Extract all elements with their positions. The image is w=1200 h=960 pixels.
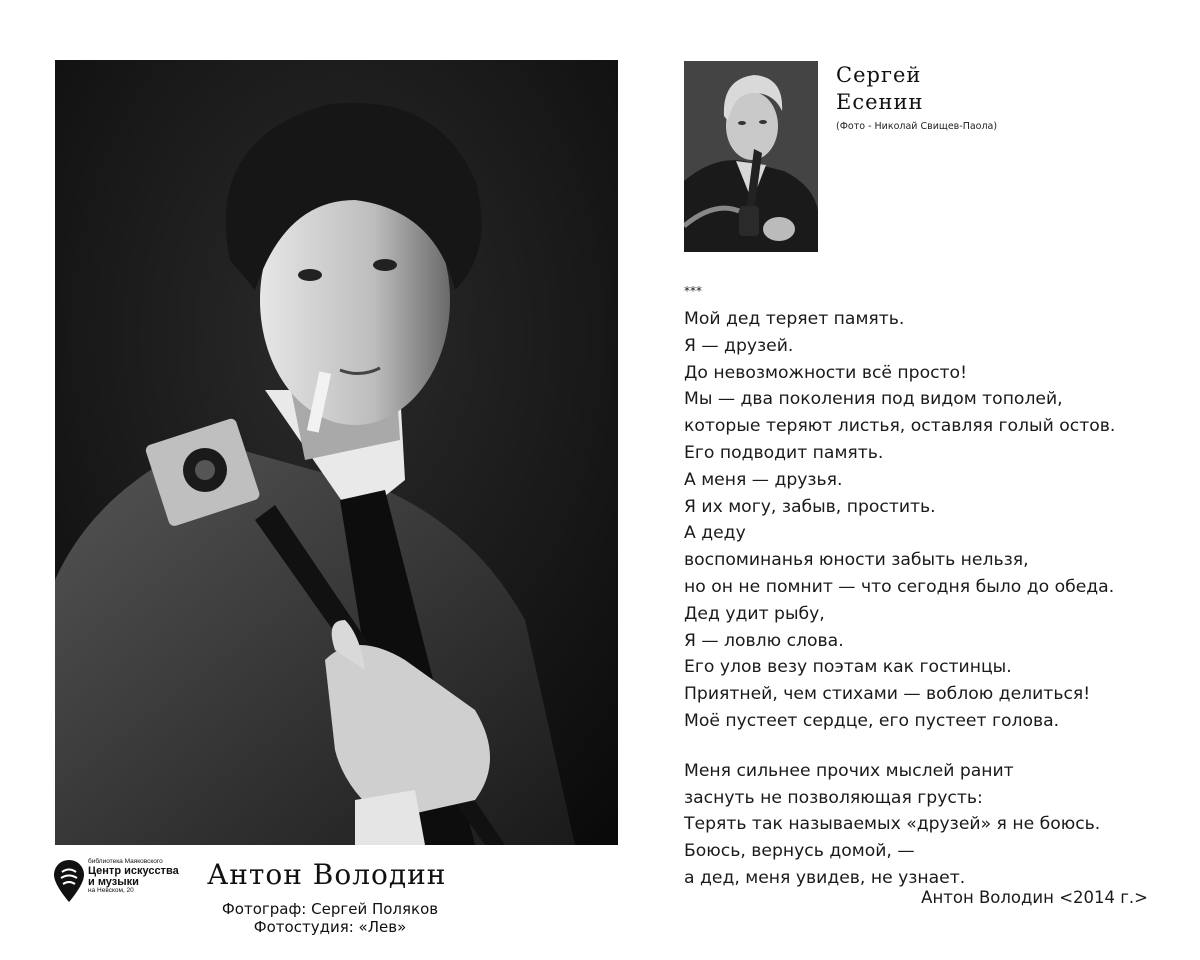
stanza-gap [684,735,1184,758]
poem-line: Терять так называемых «друзей» я не боюсь. [684,814,1101,835]
poem-signature: Антон Володин <2014 г.> [921,888,1148,907]
poem-line: воспоминанья юности забыть нельзя, [684,550,1029,571]
poem-line: Я — друзей. [684,335,794,356]
poem-line: А деду [684,523,746,544]
esenin-photo [684,61,818,252]
logo-line-library: библиотека Маяковского [88,858,163,865]
photographer-credit: Фотограф: Сергей Поляков [221,900,439,918]
photo-credits [205,900,455,936]
poem-line: Дед удит рыбу, [684,603,825,624]
author-portrait-photo [55,60,618,845]
poem-line: заснуть не позволяющая грусть: [684,787,983,808]
logo-text [88,859,179,895]
esenin-first-name: Сергей [836,63,922,87]
poem-line: Мы — два поколения под видом тополей, [684,389,1063,410]
esenin-name [836,62,924,116]
esenin-portrait-icon [684,61,818,252]
poem-line: но он не помнит — что сегодня было до обеда. [684,576,1115,597]
studio-credit: Фотостудия: «Лев» [253,918,407,936]
poem-line: Меня сильнее прочих мыслей ранит [684,760,1014,781]
poem-line: Я их могу, забыв, простить. [684,496,936,517]
poem-stanza-2 [684,758,1184,892]
logo-line-address: на Невском, 20 [88,886,134,894]
esenin-last-name: Есенин [836,90,924,114]
location-pin-logo-icon [52,858,86,904]
library-logo [52,858,202,908]
logo-line-music: и музыки [88,875,139,888]
portrait-photo-icon [55,60,618,845]
author-name: Антон Володин [207,858,447,891]
poem-line: Моё пустеет сердце, его пустеет голова. [684,710,1060,731]
poem-stanza-1 [684,306,1184,735]
poem-line: Мой дед теряет память. [684,309,905,329]
poem-stars: *** [684,284,702,298]
poem-line: которые теряют листья, оставляя голый остов. [684,416,1116,437]
poem-line: Боюсь, вернусь домой, — [684,841,915,862]
poem-line: Его улов везу поэтам как гостинцы. [684,657,1012,678]
poem-line: А меня — друзья. [684,469,843,490]
poem-line: Приятней, чем стихами — воблою делиться! [684,684,1091,705]
poem-line: Его подводит память. [684,442,884,463]
poem-line: До невозможности всё просто! [684,362,967,383]
esenin-photo-credit: (Фото - Николай Свищев-Паола) [836,121,998,132]
poem-line: Я — ловлю слова. [684,630,844,651]
poem-line: а дед, меня увидев, не узнает. [684,867,966,888]
poem [684,280,1184,892]
logo-line-center: Центр искусства [88,864,179,877]
